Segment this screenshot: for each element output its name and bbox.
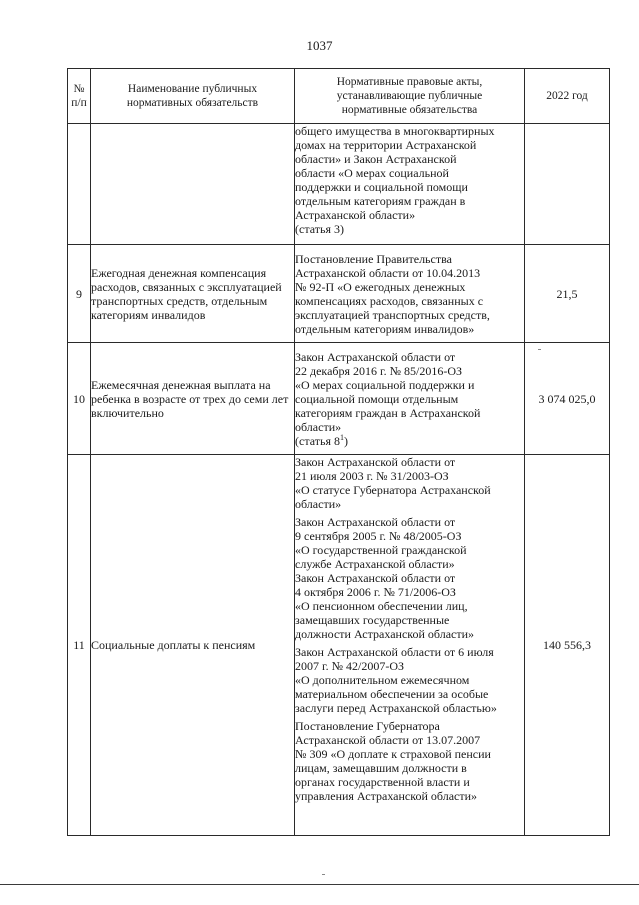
act-line: (статья 3)	[295, 222, 344, 236]
act-line: домах на территории Астраханской	[295, 138, 477, 152]
row-number: 11	[68, 455, 91, 836]
header-legal-acts: Нормативные правовые акты, устанавливающие публичные нормативные обязательства	[295, 69, 525, 124]
row-number	[68, 124, 91, 245]
act-line: области» и Закон Астраханской	[295, 152, 457, 166]
header-obligation-name: Наименование публичных нормативных обязательств	[91, 69, 295, 124]
act-line: Закон Астраханской области от 6 июля	[295, 645, 494, 659]
header-year: 2022 год	[525, 69, 610, 124]
act-line: «О статусе Губернатора Астраханской	[295, 483, 491, 497]
row-legal-acts	[295, 455, 525, 836]
row-number: 9	[68, 245, 91, 343]
act-line: категориям граждан в Астраханской	[295, 405, 481, 420]
row-obligation-name	[91, 124, 295, 245]
page-bottom-edge	[0, 884, 639, 885]
legal-act	[295, 252, 524, 336]
act-line: «О государственной гражданской	[295, 543, 467, 557]
row-legal-acts	[295, 245, 525, 343]
table-row	[68, 455, 610, 836]
act-line: органах государственной власти и	[295, 775, 470, 789]
scan-speck	[322, 874, 325, 875]
act-line: поддержки и социальной помощи	[295, 180, 468, 194]
table-row	[68, 343, 610, 455]
row-amount	[525, 124, 610, 245]
act-line: материальном обеспечении за особые	[295, 687, 489, 701]
act-line: 2007 г. № 42/2007-ОЗ	[295, 659, 405, 673]
act-line: отдельным категориям инвалидов»	[295, 321, 475, 336]
act-line: № 309 «О доплате к страховой пенсии	[295, 747, 491, 761]
act-line: Закон Астраханской области от	[295, 455, 456, 469]
scan-speck	[538, 349, 541, 350]
act-line: Астраханской области от 13.07.2007	[295, 733, 481, 747]
legal-act	[295, 515, 524, 641]
act-line: области»	[295, 419, 342, 434]
act-line: 21 июля 2003 г. № 31/2003-ОЗ	[295, 469, 449, 483]
act-line: управления Астраханской области»	[295, 789, 478, 803]
act-line: должности Астраханской области»	[295, 627, 475, 641]
legal-act	[295, 124, 524, 236]
act-line: «О мерах социальной поддержки и	[295, 377, 475, 392]
row-number: 10	[68, 343, 91, 455]
row-legal-acts	[295, 124, 525, 245]
obligations-table	[67, 68, 610, 836]
act-article: (статья $8^1$)	[295, 432, 348, 448]
act-line: социальной помощи отдельным	[295, 391, 459, 406]
act-line: «О пенсионном обеспечении лиц,	[295, 599, 468, 613]
table-row	[68, 245, 610, 343]
act-line: Постановление Губернатора	[295, 719, 440, 733]
row-amount: 3 074 025,0	[525, 343, 610, 455]
act-line: № 92-П «О ежегодных денежных	[295, 279, 466, 294]
act-line: 22 декабря 2016 г. № 85/2016-ОЗ	[295, 363, 463, 378]
act-line: эксплуатацией транспортных средств,	[295, 307, 490, 322]
act-line: Постановление Правительства	[295, 251, 452, 266]
act-line: компенсациях расходов, связанных с	[295, 293, 484, 308]
act-line: отдельным категориям граждан в	[295, 194, 466, 208]
act-line: Астраханской области от 10.04.2013	[295, 265, 481, 280]
act-line: области «О мерах социальной	[295, 166, 449, 180]
legal-act	[295, 350, 524, 448]
header-number: № п/п	[68, 69, 91, 124]
act-line: Закон Астраханской области от	[295, 349, 456, 364]
row-obligation-name: Ежегодная денежная компенсация расходов, связанных с эксплуатацией транспортных средств, отдельным категориям инвалидов	[91, 245, 295, 343]
act-line: 9 сентября 2005 г. № 48/2005-ОЗ	[295, 529, 462, 543]
act-line: области»	[295, 497, 342, 511]
act-line: лицам, замещавшим должности в	[295, 761, 467, 775]
act-line: заслуги перед Астраханской областью»	[295, 701, 497, 715]
act-line: «О дополнительном ежемесячном	[295, 673, 470, 687]
act-line: замещавших государственные	[295, 613, 450, 627]
row-obligation-name: Социальные доплаты к пенсиям	[91, 455, 295, 836]
act-line: 4 октября 2006 г. № 71/2006-ОЗ	[295, 585, 456, 599]
row-legal-acts	[295, 343, 525, 455]
act-line: Закон Астраханской области от	[295, 571, 456, 585]
legal-act	[295, 719, 524, 803]
table-row	[68, 124, 610, 245]
legal-act	[295, 455, 524, 511]
act-line: Астраханской области»	[295, 208, 416, 222]
row-amount: 21,5	[525, 245, 610, 343]
legal-act	[295, 645, 524, 715]
table-header-row	[68, 69, 610, 124]
act-line: службе Астраханской области»	[295, 557, 455, 571]
page-number: 1037	[306, 38, 333, 53]
act-line: общего имущества в многоквартирных	[295, 124, 495, 138]
act-line: Закон Астраханской области от	[295, 515, 456, 529]
row-obligation-name: Ежемесячная денежная выплата на ребенка в возрасте от трех до семи лет включительно	[91, 343, 295, 455]
row-amount: 140 556,3	[525, 455, 610, 836]
